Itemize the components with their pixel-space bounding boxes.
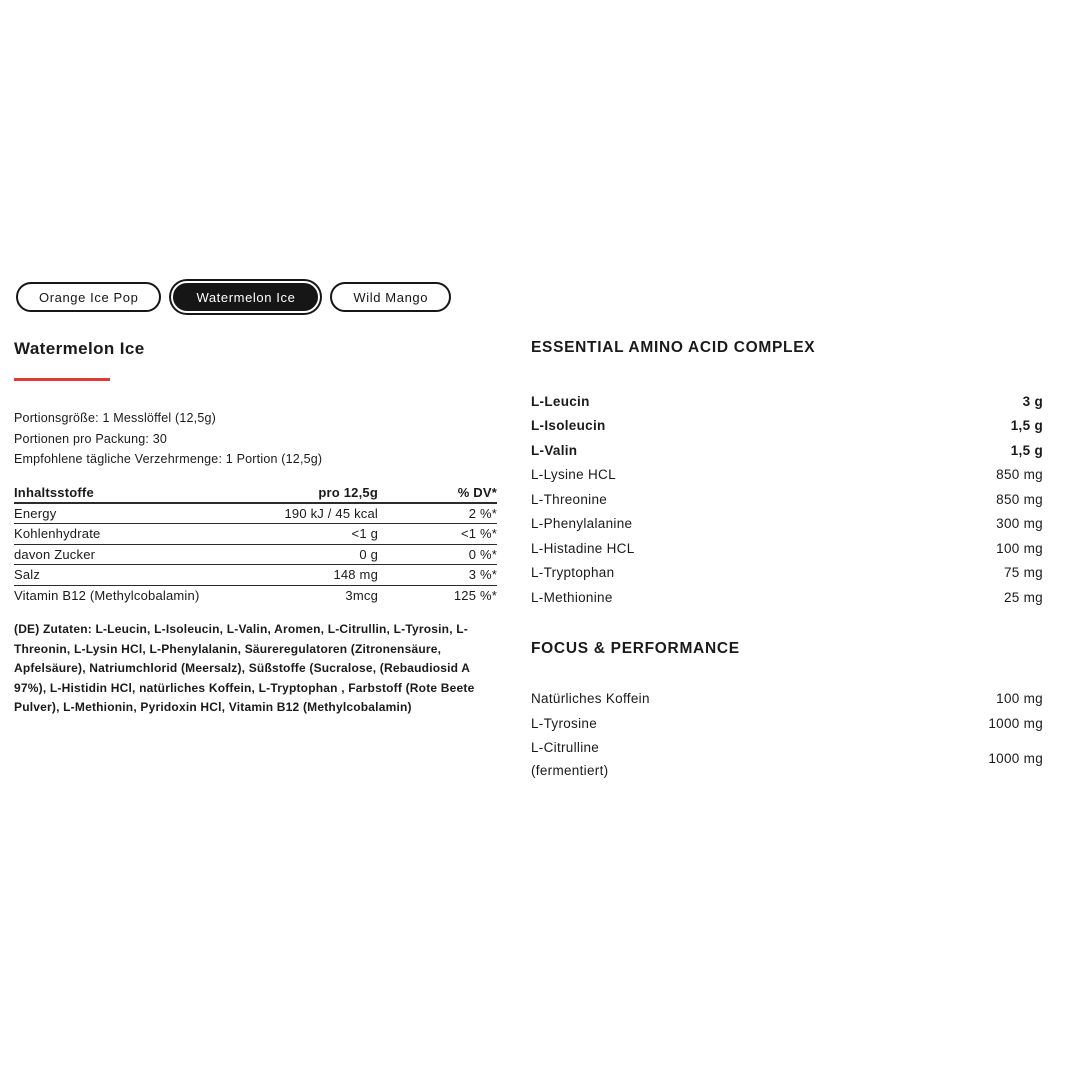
amino-name: L-Valin bbox=[531, 442, 578, 458]
header-daily-value: % DV* bbox=[457, 484, 497, 500]
amino-row bbox=[531, 463, 1043, 488]
nutrient-name: Salz bbox=[14, 567, 41, 583]
amino-name: L-Lysine HCL bbox=[531, 467, 616, 483]
nutrition-table bbox=[14, 483, 497, 607]
amino-amount: 25 mg bbox=[1003, 589, 1043, 605]
nutrition-column bbox=[14, 340, 497, 718]
eaa-rows bbox=[531, 389, 1043, 610]
amino-row bbox=[531, 585, 1043, 610]
focus-ingredient-amount: 100 mg bbox=[996, 691, 1043, 707]
amino-name: L-Phenylalanine bbox=[531, 516, 633, 532]
amino-name: L-Tryptophan bbox=[531, 565, 615, 581]
section-title-focus: FOCUS & PERFORMANCE bbox=[531, 639, 740, 657]
flavor-tab-wild-mango[interactable] bbox=[330, 282, 451, 312]
flavor-tabs bbox=[16, 281, 451, 313]
table-row bbox=[14, 524, 497, 545]
header-per-serving: pro 12,5g bbox=[318, 484, 378, 500]
amino-name: L-Methionine bbox=[531, 589, 613, 605]
nutrient-amount: <1 g bbox=[351, 526, 378, 542]
header-ingredients: Inhaltsstoffe bbox=[14, 484, 94, 500]
nutrient-name: davon Zucker bbox=[14, 546, 96, 562]
serving-info bbox=[14, 408, 497, 470]
nutrient-amount: 3mcg bbox=[345, 588, 378, 604]
focus-ingredient-name: Natürliches Koffein bbox=[531, 691, 650, 707]
nutrient-name: Vitamin B12 (Methylcobalamin) bbox=[14, 588, 200, 604]
amino-row bbox=[531, 414, 1043, 439]
servings-per-pack: Portionen pro Packung: 30 bbox=[14, 431, 168, 446]
amino-amount: 1,5 g bbox=[1010, 442, 1043, 458]
amino-amount: 850 mg bbox=[996, 491, 1043, 507]
nutrient-amount: 190 kJ / 45 kcal bbox=[284, 505, 378, 521]
nutrition-table-header bbox=[14, 483, 497, 504]
focus-ingredient-amount: 1000 mg bbox=[988, 751, 1043, 766]
amino-name: L-Threonine bbox=[531, 491, 608, 507]
table-row bbox=[14, 504, 497, 525]
amino-row bbox=[531, 487, 1043, 512]
amino-row bbox=[531, 389, 1043, 414]
amino-name: L-Isoleucin bbox=[531, 418, 606, 434]
ingredients-text: (DE) Zutaten: L-Leucin, L-Isoleucin, L-Valin, Aromen, L-Citrullin, L-Tyrosin, L-Threonin, L-Lysin HCl, L-Phenylalanin, Säureregulatoren (Zitronensäure, Apfelsäure), Natriumchlorid (Meersalz), Süßstoffe (Sucralose, (Rebaudiosid A 97%), L-Histidin HCl, natürliches Koffein, L-Tryptophan , Farbstoff (Rote Beete Pulver), L-Methionin, Pyridoxin HCl, Vitamin B12 (Methylcobalamin) bbox=[14, 622, 475, 714]
flavor-title: Watermelon Ice bbox=[14, 339, 145, 358]
amino-row bbox=[531, 536, 1043, 561]
amino-amount: 100 mg bbox=[996, 540, 1043, 556]
section-title-eaa: ESSENTIAL AMINO ACID COMPLEX bbox=[531, 339, 816, 356]
active-ingredients-column bbox=[531, 340, 1043, 782]
accent-underline bbox=[14, 378, 110, 381]
recommended-daily-amount: Empfohlene tägliche Verzehrmenge: 1 Portion (12,5g) bbox=[14, 452, 323, 466]
focus-row bbox=[531, 687, 1043, 712]
amino-name: L-Leucin bbox=[531, 393, 590, 409]
amino-row bbox=[531, 512, 1043, 537]
amino-amount: 850 mg bbox=[996, 467, 1043, 483]
focus-row bbox=[531, 736, 1043, 782]
nutrient-dv: 0 %* bbox=[468, 546, 497, 562]
flavor-tab-orange-ice-pop[interactable] bbox=[16, 282, 161, 312]
nutrient-name: Kohlenhydrate bbox=[14, 526, 101, 542]
nutrient-dv: 2 %* bbox=[468, 505, 497, 521]
flavor-tab-label: Wild Mango bbox=[353, 289, 429, 305]
flavor-tab-label: Orange Ice Pop bbox=[39, 289, 139, 305]
table-row bbox=[14, 545, 497, 566]
focus-ingredient-name-line2: (fermentiert) bbox=[531, 762, 609, 778]
table-row bbox=[14, 586, 497, 607]
amino-name: L-Histadine HCL bbox=[531, 540, 635, 556]
nutrient-dv: <1 %* bbox=[460, 526, 497, 542]
focus-rows bbox=[531, 687, 1043, 782]
focus-ingredient-name bbox=[531, 736, 608, 782]
amino-row bbox=[531, 561, 1043, 586]
nutrient-dv: 125 %* bbox=[453, 588, 497, 604]
amino-amount: 300 mg bbox=[996, 516, 1043, 532]
flavor-tab-label: Watermelon Ice bbox=[196, 289, 296, 305]
flavor-tab-watermelon-ice[interactable] bbox=[171, 281, 320, 313]
focus-ingredient-name: L-Tyrosine bbox=[531, 715, 598, 731]
amino-amount: 1,5 g bbox=[1010, 418, 1043, 434]
amino-amount: 75 mg bbox=[1003, 565, 1043, 581]
nutrient-name: Energy bbox=[14, 505, 57, 521]
nutrient-dv: 3 %* bbox=[468, 567, 497, 583]
serving-size: Portionsgröße: 1 Messlöffel (12,5g) bbox=[14, 411, 217, 425]
focus-ingredient-amount: 1000 mg bbox=[988, 715, 1043, 731]
focus-ingredient-name-line1: L-Citrulline bbox=[531, 739, 600, 755]
nutrient-amount: 148 mg bbox=[333, 567, 378, 583]
amino-amount: 3 g bbox=[1022, 393, 1043, 409]
table-row bbox=[14, 565, 497, 586]
nutrient-amount: 0 g bbox=[359, 546, 378, 562]
amino-row bbox=[531, 438, 1043, 463]
focus-row bbox=[531, 711, 1043, 736]
